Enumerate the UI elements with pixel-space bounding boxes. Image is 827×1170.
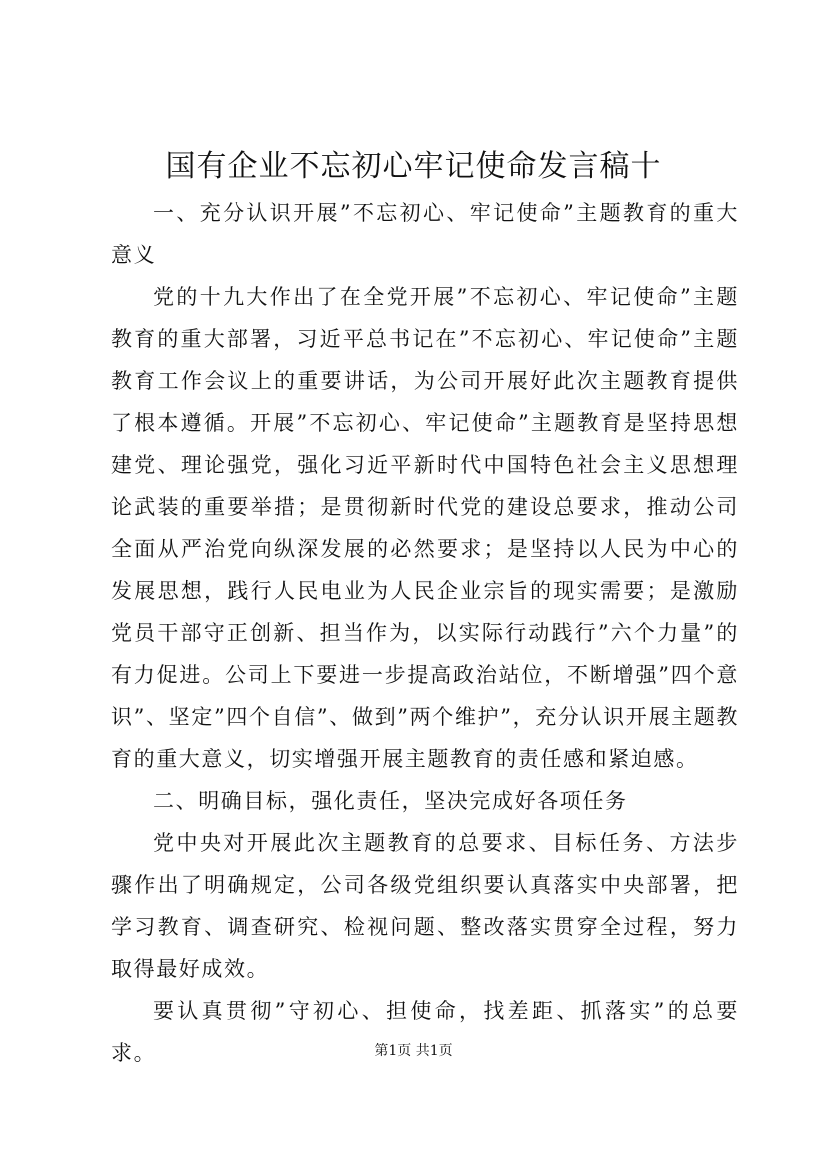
body-paragraph-2: 党中央对开展此次主题教育的总要求、目标任务、方法步骤作出了明确规定，公司各级党组织要认真落实中央部署，把学习教育、调查研究、检视问题、整改落实贯穿全过程，努力取得最好成效。 (111, 831, 739, 981)
section-heading-2: 二、明确目标，强化责任，坚决完成好各项任务 (153, 789, 628, 813)
body-paragraph-1: 党的十九大作出了在全党开展”不忘初心、牢记使命”主题教育的重大部署，习近平总书记在”不忘初心、牢记使命”主题教育工作会议上的重要讲话，为公司开展好此次主题教育提供了根本遵循。开展”不忘初心、牢记使命”主题教育是坚持思想建党、理论强党，强化习近平新时代中国特色社会主义思想理论武装的重要举措；是贯彻新时代党的建设总要求，推动公司全面从严治党向纵深发展的必然要求；是坚持以人民为中心的发展思想，践行人民电业为人民企业宗旨的现实需要；是激励党员干部守正创新、担当作为，以实际行动践行”六个力量”的有力促进。公司上下要进一步提高政治站位，不断增强”四个意识”、坚定”四个自信”、做到”两个维护”，充分认识开展主题教育的重大意义，切实增强开展主题教育的责任感和紧迫感。 (111, 285, 739, 771)
body-paragraph-3: 要认真贯彻”守初心、担使命，找差距、抓落实”的总要求。 (111, 999, 739, 1065)
document-title: 国有企业不忘初心牢记使命发言稿十 (165, 149, 662, 184)
section-heading-1: 一、充分认识开展”不忘初心、牢记使命”主题教育的重大意义 (111, 201, 739, 267)
document-body (111, 192, 739, 1074)
page-footer: 第1页 共1页 (374, 1043, 453, 1059)
